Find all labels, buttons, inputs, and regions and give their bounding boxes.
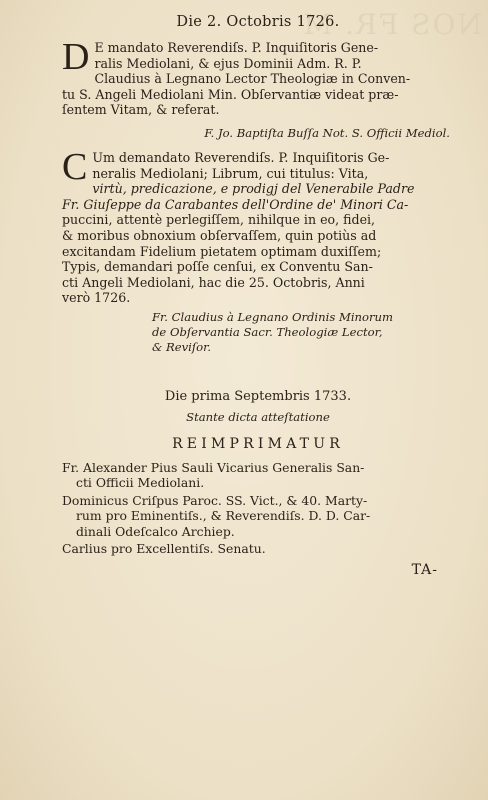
text-line: Fr. Giuſeppe da Carabantes dell'Ordine de' Minori Ca-: [62, 196, 409, 212]
text-line: puccini, attentè perlegiſſem, nihilque in eo, fidei,: [62, 212, 376, 228]
second-approval-paragraph: [62, 145, 454, 306]
signature-line: de Obſervantia Sacr. Theologiæ Lector,: [152, 324, 383, 339]
text-line: virtù, predicazione, e prodigj del Venerabile Padre: [92, 181, 415, 197]
reviser-signature: [152, 310, 454, 355]
entry-line: Fr. Alexander Pius Sauli Vicarius Generalis San-: [62, 459, 365, 475]
reprint-entry: [62, 541, 454, 556]
approval-date: Die 2. Octobris 1726.: [176, 14, 340, 30]
text-line: tu S. Angeli Mediolani Min. Obſervantiæ videat præ-: [62, 86, 399, 102]
text-line: ſentem Vitam, & referat.: [62, 102, 220, 118]
reprint-entry: [62, 460, 454, 491]
text-line: neralis Mediolani; Librum, cui titulus: Vita,: [92, 165, 369, 181]
text-line: cti Angeli Mediolani, hac die 25. Octobris, Anni: [62, 274, 365, 290]
text-line: & moribus obnoxium obſervaſſem, quin potiùs ad: [62, 227, 377, 243]
text-line: verò 1726.: [62, 290, 131, 306]
signature-line: Fr. Claudius à Legnano Ordinis Minorum: [152, 309, 393, 324]
text-line: ralis Mediolani, & ejus Dominii Adm. R. P.: [94, 55, 362, 71]
text-line: Typis, demandari poſſe cenſui, ex Conventu San-: [62, 259, 373, 275]
reprint-date: Die prima Septembris 1733.: [164, 388, 352, 404]
first-approval-paragraph: [62, 36, 454, 118]
text-line: Um demandato Reverendiſs. P. Inquiſitoris Ge-: [92, 149, 390, 165]
entry-line: rum pro Eminentiſs., & Reverendiſs. D. D. Car-: [76, 508, 371, 524]
signature-line: & Reviſor.: [152, 339, 212, 354]
reprint-entry: [62, 493, 454, 539]
catchword: TA-: [411, 562, 438, 579]
dropcap-d: D: [62, 36, 90, 78]
entry-line: Dominicus Criſpus Paroc. SS. Vict., & 40. Marty-: [62, 492, 368, 508]
text-line: Claudius à Legnano Lector Theologiæ in Conven-: [94, 71, 411, 87]
page-content: [62, 14, 454, 578]
dropcap-c: C: [62, 145, 88, 188]
entry-line: cti Officii Mediolani.: [76, 475, 205, 491]
text-line: E mandato Reverendiſs. P. Inquiſitoris Gene-: [94, 40, 379, 55]
reimprimatur-heading: REIMPRIMATUR: [172, 435, 344, 452]
entry-line: Carlius pro Excellentiſs. Senatu.: [62, 540, 266, 556]
text-line: excitandam Fidelium pietatem optimam duxiſſem;: [62, 243, 382, 259]
show-through-text: NOS FR. M: [301, 8, 482, 41]
stante-line: Stante dicta atteſtatione: [186, 409, 330, 424]
entry-line: dinali Odeſcalco Archiep.: [76, 523, 235, 539]
notary-signature: F. Jo. Baptiſta Buſſa Not. S. Officii Mediol.: [204, 125, 450, 140]
